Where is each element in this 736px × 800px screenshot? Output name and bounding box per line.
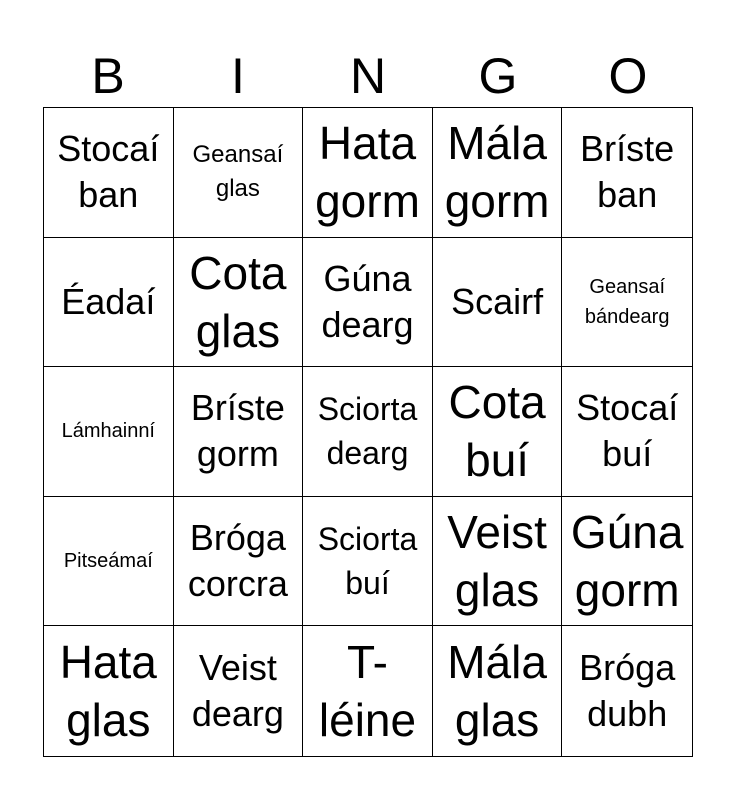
bingo-cell[interactable] [174, 626, 304, 756]
bingo-cell-label: Bróga dubh [579, 647, 676, 735]
bingo-cell[interactable] [433, 367, 563, 497]
bingo-cell[interactable] [44, 108, 174, 238]
bingo-cell[interactable] [433, 497, 563, 627]
bingo-cell-label: Hata glas [59, 636, 157, 747]
bingo-header [43, 44, 693, 108]
bingo-cell-label: Cota buí [448, 376, 546, 487]
bingo-cell-label: Stocaí ban [57, 128, 160, 216]
bingo-cell[interactable] [433, 108, 563, 238]
bingo-cell[interactable] [44, 497, 174, 627]
bingo-cell[interactable] [44, 238, 174, 368]
header-letter: B [91, 48, 125, 104]
bingo-cell-label: Éadaí [61, 280, 156, 322]
bingo-cell[interactable] [174, 238, 304, 368]
bingo-cell-label: Mála glas [447, 636, 547, 747]
bingo-cell[interactable] [433, 626, 563, 756]
bingo-grid [43, 107, 693, 757]
bingo-cell-label: Geansaí glas [192, 141, 284, 203]
bingo-cell[interactable] [433, 238, 563, 368]
bingo-cell-label: Cota glas [189, 246, 287, 357]
bingo-cell[interactable] [562, 238, 692, 368]
bingo-cell[interactable] [174, 108, 304, 238]
bingo-cell-label: Bríste gorm [190, 387, 285, 475]
bingo-cell[interactable] [44, 367, 174, 497]
bingo-cell[interactable] [562, 367, 692, 497]
bingo-cell-label: Veist glas [447, 506, 547, 617]
bingo-cell-label: Sciorta dearg [317, 391, 418, 472]
bingo-cell-label: Sciorta buí [317, 521, 418, 602]
bingo-cell[interactable] [44, 626, 174, 756]
bingo-cell-label: Hata gorm [315, 117, 420, 228]
bingo-cell[interactable] [303, 108, 433, 238]
bingo-cell-label: Veist dearg [191, 647, 284, 735]
bingo-cell[interactable] [562, 108, 692, 238]
bingo-cell-label: Lámhainní [61, 420, 155, 443]
bingo-cell[interactable] [303, 367, 433, 497]
bingo-cell-label: Mála gorm [444, 117, 550, 228]
bingo-cell-label: Geansaí bándearg [584, 275, 670, 328]
bingo-cell[interactable] [303, 626, 433, 756]
bingo-cell-label: Scairf [451, 280, 544, 322]
header-letter: O [608, 48, 648, 104]
header-letter: N [349, 48, 387, 104]
bingo-cell-label: Bríste ban [580, 128, 675, 216]
header-letter: G [478, 48, 518, 104]
header-letter: I [231, 48, 245, 104]
bingo-cell-label: T-léine [318, 636, 417, 747]
bingo-cell-label: Gúna dearg [321, 257, 414, 345]
bingo-cell-label: Gúna gorm [570, 506, 684, 617]
bingo-cell-label: Stocaí buí [576, 387, 679, 475]
bingo-cell[interactable] [174, 367, 304, 497]
bingo-cell-label: Bróga corcra [187, 517, 288, 605]
bingo-cell[interactable] [174, 497, 304, 627]
bingo-cell-label: Pitseámaí [63, 550, 153, 573]
bingo-cell[interactable] [303, 238, 433, 368]
bingo-cell[interactable] [562, 626, 692, 756]
bingo-cell[interactable] [562, 497, 692, 627]
bingo-cell[interactable] [303, 497, 433, 627]
